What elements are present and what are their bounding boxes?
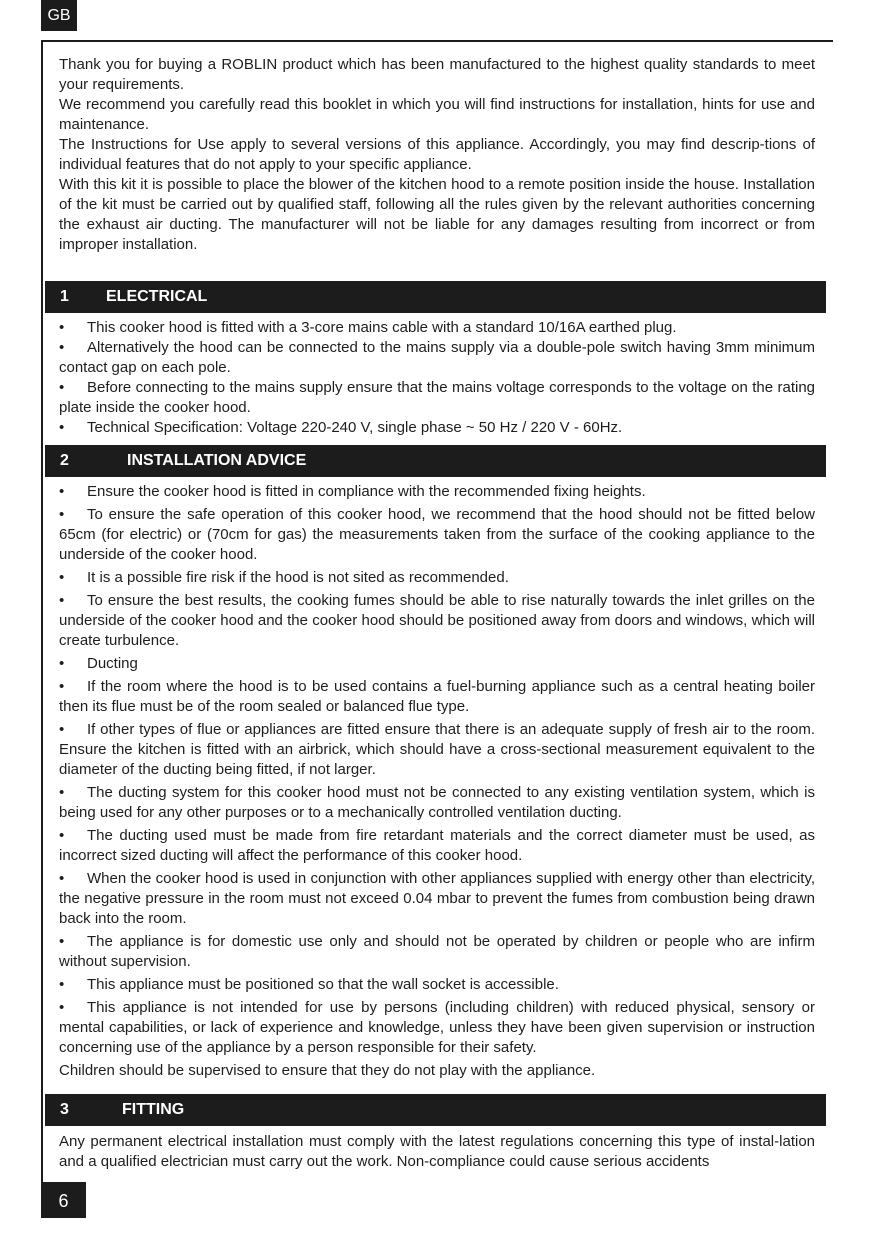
bullet: • xyxy=(59,933,65,950)
intro-paragraph: The Instructions for Use apply to several versions of this appliance. Accordingly, you may find descrip-tions of individual features that do not apply to your specific appliance. xyxy=(59,136,815,173)
list-item: • It is a possible fire risk if the hood is not sited as recommended. xyxy=(59,569,509,586)
list-item: • The ducting system for this cooker hood must not be connected to any existing ventilation system, which is being used for any other purposes or to a mechanically controlled ventilation ducting. xyxy=(59,784,815,821)
bullet: • xyxy=(59,870,65,887)
section-number: 1 xyxy=(60,288,69,305)
list-item: • Alternatively the hood can be connected to the mains supply via a double-pole switch having 3mm minimum contact gap on each pole. xyxy=(59,339,815,376)
list-item: • Ensure the cooker hood is fitted in compliance with the recommended fixing heights. xyxy=(59,483,646,500)
section-number: 3 xyxy=(60,1101,69,1118)
intro-text xyxy=(59,55,815,255)
bullet: • xyxy=(59,339,65,356)
list-item: • If the room where the hood is to be used contains a fuel-burning appliance such as a central heating boiler then its flue must be of the room sealed or balanced flue type. xyxy=(59,678,815,715)
list-item: • If other types of flue or appliances are fitted ensure that there is an adequate supply of fresh air to the room. Ensure the kitchen is fitted with an airbrick, which should have a cross-sectional measurement equivalent to the diameter of the ducting being fitted, if not larger. xyxy=(59,721,815,778)
list-item: • Before connecting to the mains supply ensure that the mains voltage corresponds to the voltage on the rating plate inside the cooker hood. xyxy=(59,379,815,416)
bullet: • xyxy=(59,827,65,844)
list-item: • The ducting used must be made from fire retardant materials and the correct diameter must be used, as incorrect sized ducting will affect the performance of this cooker hood. xyxy=(59,827,815,864)
intro-paragraph: With this kit it is possible to place the blower of the kitchen hood to a remote position inside the house. Installation of the kit must be carried out by qualified staff, following all the rules given by the relevant authorities concerning the exhaust air ducting. The manufacturer will not be liable for any damages resulting from incorrect or from improper installation. xyxy=(59,176,815,253)
bullet: • xyxy=(59,592,65,609)
section-title: INSTALLATION ADVICE xyxy=(127,452,307,469)
fitting-text xyxy=(59,1132,815,1172)
top-rule xyxy=(41,40,833,42)
language-tab: GB xyxy=(41,0,77,31)
section-header-installation-advice xyxy=(45,445,826,477)
bullet: • xyxy=(59,678,65,695)
fitting-paragraph: Any permanent electrical installation must comply with the latest regulations concerning this type of instal-lation and a qualified electrician must carry out the work. Non-compliance could cause serious accidents xyxy=(59,1133,815,1170)
section-number: 2 xyxy=(60,452,69,469)
left-margin-rule xyxy=(41,40,43,1182)
list-item: • To ensure the best results, the cooking fumes should be able to rise naturally towards the inlet grilles on the underside of the cooker hood and the cooker hood should be positioned away from doors and windows, which will create turbulence. xyxy=(59,592,815,649)
section-header-fitting xyxy=(45,1094,826,1126)
electrical-list xyxy=(59,318,815,438)
section-title: ELECTRICAL xyxy=(106,288,208,305)
section-header-electrical xyxy=(45,281,826,313)
list-item: • This cooker hood is fitted with a 3-core mains cable with a standard 10/16A earthed plug. xyxy=(59,319,677,336)
bullet: • xyxy=(59,506,65,523)
list-item: • To ensure the safe operation of this cooker hood, we recommend that the hood should not be fitted below 65cm (for electric) or (70cm for gas) the measurements taken from the surface of the cooking appliance to the underside of the cooker hood. xyxy=(59,506,815,563)
list-item: • When the cooker hood is used in conjunction with other appliances supplied with energy other than electricity, the negative pressure in the room must not exceed 0.04 mbar to prevent the fumes from combustion being drawn back into the room. xyxy=(59,870,815,927)
list-item: • Technical Specification: Voltage 220-240 V, single phase ~ 50 Hz / 220 V - 60Hz. xyxy=(59,419,623,436)
bullet: • xyxy=(59,319,65,336)
bullet: • xyxy=(59,419,65,436)
section-title: FITTING xyxy=(122,1101,185,1118)
bullet: • xyxy=(59,721,65,738)
bullet: • xyxy=(59,379,65,396)
list-item: • This appliance must be positioned so that the wall socket is accessible. xyxy=(59,976,559,993)
closing-note: Children should be supervised to ensure that they do not play with the appliance. xyxy=(59,1062,596,1079)
list-item: • This appliance is not intended for use by persons (including children) with reduced physical, sensory or mental capabilities, or lack of experience and knowledge, unless they have been given supervision or instruction concerning use of the appliance by a person responsible for their safety. xyxy=(59,999,815,1056)
intro-paragraph: Thank you for buying a ROBLIN product which has been manufactured to the highest quality standards to meet your requirements. xyxy=(59,56,815,93)
list-item: • The appliance is for domestic use only and should not be operated by children or people who are infirm without supervision. xyxy=(59,933,815,970)
list-item: • Ducting xyxy=(59,655,138,672)
bullet: • xyxy=(59,784,65,801)
bullet: • xyxy=(59,569,65,586)
bullet: • xyxy=(59,655,65,672)
page-number: 6 xyxy=(41,1182,86,1218)
installation-advice-list xyxy=(59,482,815,1081)
intro-paragraph: We recommend you carefully read this booklet in which you will find instructions for installation, hints for use and maintenance. xyxy=(59,96,815,133)
bullet: • xyxy=(59,976,65,993)
bullet: • xyxy=(59,483,65,500)
bullet: • xyxy=(59,999,65,1016)
